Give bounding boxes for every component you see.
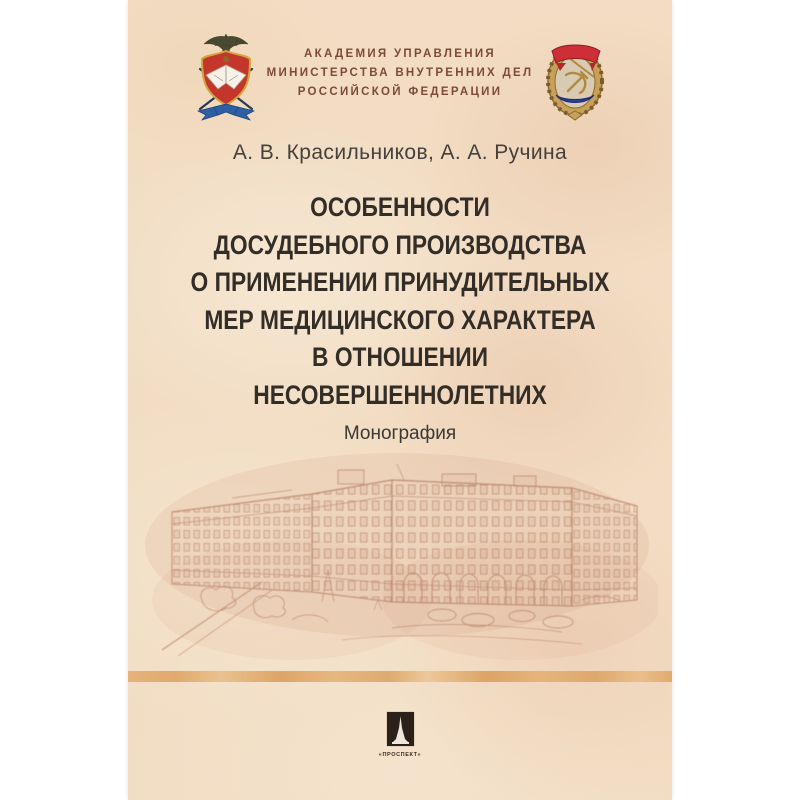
publisher-block [128,712,672,758]
publisher-name: «ПРОСПЕКТ» [378,752,422,758]
book-title [128,189,672,414]
title-line: ДОСУДЕБНОГО ПРОИЗВОДСТВА [213,229,587,260]
institution-line: МИНИСТЕРСТВА ВНУТРЕННИХ ДЕЛ [266,67,534,79]
book-cover [128,0,672,800]
title-line: В ОТНОШЕНИИ [312,342,488,372]
title-line: О ПРИМЕНЕНИИ ПРИНУДИТЕЛЬНЫХ [190,267,610,297]
prospekt-logo-icon [387,712,414,746]
authors-line: А. В. Красильников, А. А. Ручина [232,141,568,164]
subtitle-monograph: Монография [343,423,457,444]
institution-line: АКАДЕМИЯ УПРАВЛЕНИЯ [304,48,496,60]
title-line: МЕР МЕДИЦИНСКОГО ХАРАКТЕРА [204,304,596,335]
academy-building-sketch-icon [142,450,658,664]
institution-line: РОССИЙСКОЙ ФЕДЕРАЦИИ [297,86,503,98]
title-line: ОСОБЕННОСТИ [310,192,490,222]
divider-stripe [128,671,672,682]
title-line: НЕСОВЕРШЕННОЛЕТНИХ [253,379,547,410]
institution-name [128,45,672,102]
